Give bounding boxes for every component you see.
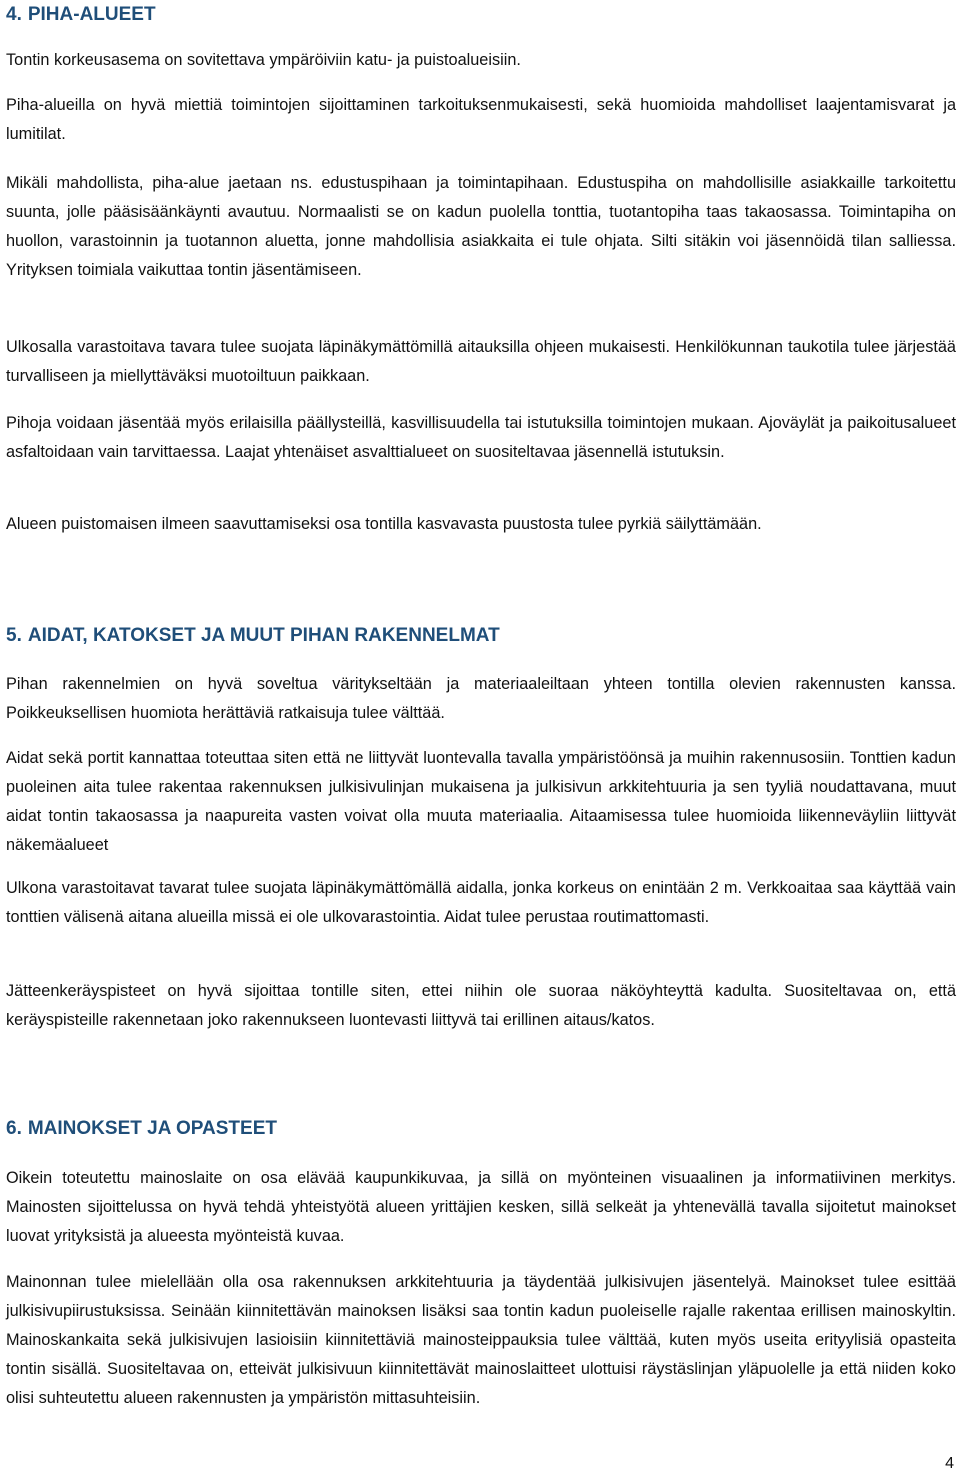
section-5-paragraph: Aidat sekä portit kannattaa toteuttaa siten että ne liittyvät luontevalla tavalla ympäristöönsä ja muihin rakennusosiin. Tonttien kadun puoleinen aita tulee rakentaa rakennuksen julkisivulinjan mukaisena ja julkisivun arkkitehtuuria ja sen tyyliä noudattavana, muut aidat tontin takaosassa ja naapureita vasten voivat olla muuta materiaalia. Aitaamisessa tulee huomioida liikenneväyliin liittyvät näkemäalueet <box>6 749 956 854</box>
section-6-paragraph: Mainonnan tulee mielellään olla osa rakennuksen arkkitehtuuria ja täydentää julkisivujen jäsentelyä. Mainokset tulee esittää julkisivupiirustuksissa. Seinään kiinnitettävän mainoksen lisäksi saa tontin kadun puoleiselle rajalle rakentaa erillisen mainoskyltin. Mainoskankaita sekä julkisivujen lasioisiin kiinnitettäviä mainosteippauksia tulee välttää, kuten myös useita erityylisiä opasteita tontin sisällä. Suositeltavaa on, etteivät julkisivuun kiinnitettävät mainoslaitteet ulottuisi räystäslinjan yläpuolelle ja että niiden koko olisi suhteutettu alueen rakennusten ja ympäristön mittasuhteisiin. <box>6 1273 956 1407</box>
section-5-paragraph: Jätteenkeräyspisteet on hyvä sijoittaa tontille siten, ettei niihin ole suoraa näköyhteyttä kadulta. Suositeltavaa on, että keräyspisteille rakennetaan joko rakennukseen luontevasti liittyvä tai erillinen aitaus/katos. <box>6 982 956 1029</box>
section-5-title: AIDAT, KATOKSET JA MUUT PIHAN RAKENNELMAT <box>27 625 500 646</box>
page-number: 4 <box>945 1455 954 1472</box>
section-6-title: MAINOKSET JA OPASTEET <box>27 1118 277 1139</box>
section-5-number: 5. <box>6 625 22 646</box>
section-5-paragraph: Pihan rakennelmien on hyvä soveltua väritykseltään ja materiaaleiltaan yhteen tontilla olevien rakennusten kanssa. Poikkeuksellisen huomiota herättäviä ratkaisuja tulee välttää. <box>6 675 956 722</box>
section-6-heading <box>6 1116 277 1142</box>
section-4-heading <box>6 2 156 28</box>
section-4-paragraph: Pihoja voidaan jäsentää myös erilaisilla päällysteillä, kasvillisuudella tai istutuksilla toimintojen mukaan. Ajoväylät ja paikoitusalueet asfaltoidaan vain tarvittaessa. Laajat yhtenäiset asvalttialueet on suositeltavaa jäsennellä istutuksin. <box>6 414 956 461</box>
section-4-paragraph: Tontin korkeusasema on sovitettava ympäröiviin katu- ja puistoalueisiin. <box>6 51 521 69</box>
section-6-number: 6. <box>6 1118 22 1139</box>
section-6-paragraph: Oikein toteutettu mainoslaite on osa elävää kaupunkikuvaa, ja sillä on myönteinen visuaalinen ja informatiivinen merkitys. Mainosten sijoittelussa on hyvä tehdä yhteistyötä alueen yrittäjien kesken, sillä selkeät ja yhtenevällä tavalla sijoitetut mainokset luovat yrityksistä ja alueesta myönteistä kuvaa. <box>6 1169 956 1245</box>
section-4-number: 4. <box>6 4 22 25</box>
section-4-paragraph: Mikäli mahdollista, piha-alue jaetaan ns. edustuspihaan ja toimintapihaan. Edustuspiha on mahdollisille asiakkaille tarkoitettu suunta, jolle pääsisäänkäynti avautuu. Normaalisti se on kadun puolella tonttia, tuotantopiha taas takaosassa. Toimintapiha on huollon, varastoinnin ja tuotannon aluetta, jonne mahdollisia asiakkaita ei tule ohjata. Silti sitäkin voi jäsennöidä tilan salliessa. Yrityksen toimiala vaikuttaa tontin jäsentämiseen. <box>6 174 956 279</box>
section-4-paragraph: Alueen puistomaisen ilmeen saavuttamiseksi osa tontilla kasvavasta puustosta tulee pyrkiä säilyttämään. <box>6 515 762 533</box>
section-5-heading <box>6 623 500 649</box>
section-4-title: PIHA-ALUEET <box>27 4 156 25</box>
section-4-paragraph: Ulkosalla varastoitava tavara tulee suojata läpinäkymättömillä aitauksilla ohjeen mukaisesti. Henkilökunnan taukotila tulee järjestää turvalliseen ja miellyttäväksi muotoiltuun paikkaan. <box>6 338 956 385</box>
section-5-paragraph: Ulkona varastoitavat tavarat tulee suojata läpinäkymättömällä aidalla, jonka korkeus on enintään 2 m. Verkkoaitaa saa käyttää vain tonttien välisenä aitana alueilla missä ei ole ulkovarastointia. Aidat tulee perustaa routimattomasti. <box>6 879 956 926</box>
section-4-paragraph: Piha-alueilla on hyvä miettiä toimintojen sijoittaminen tarkoituksenmukaisesti, sekä huomioida mahdolliset laajentamisvarat ja lumitilat. <box>6 96 956 143</box>
